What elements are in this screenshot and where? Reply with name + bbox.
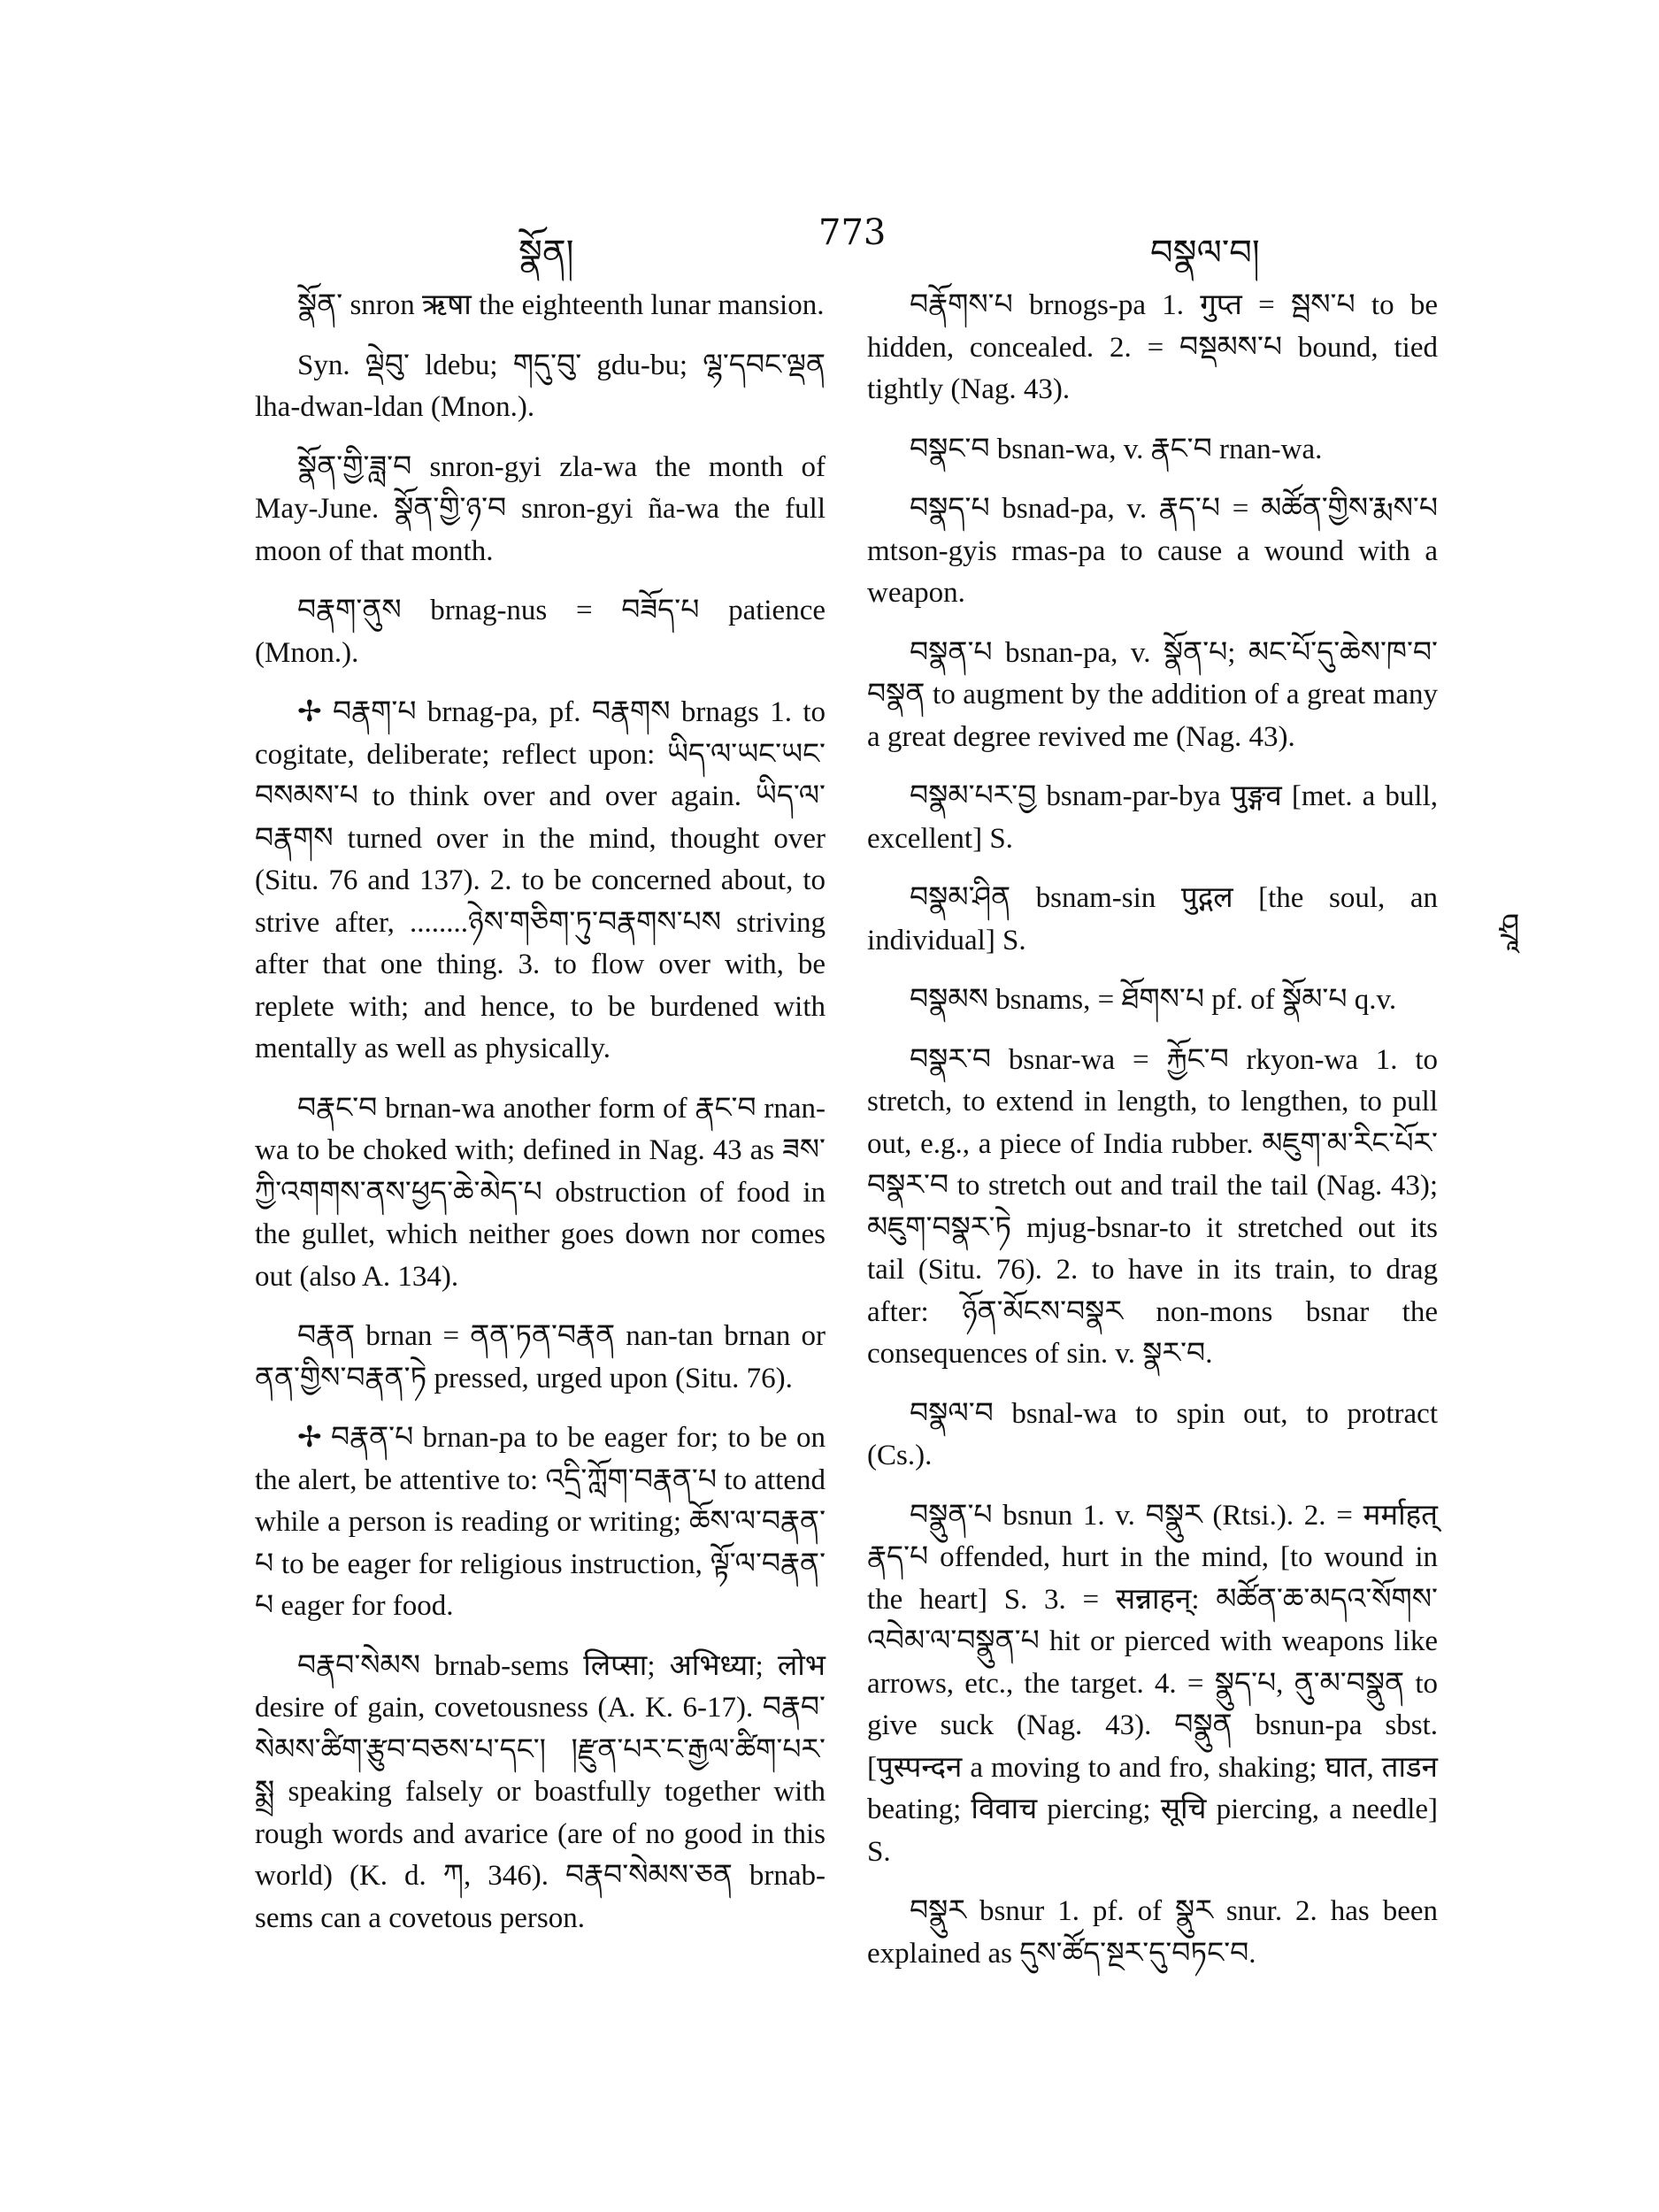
entry: བརྣན brnan = ནན་ཏན་བརྣན nan-tan brnan or ནན་གྱིས་བརྣན་ཏེ pressed, urged upon (Situ. 76).: [255, 1320, 826, 1394]
entry: བསྣར་བ bsnar-wa = རྐྱོང་བ rkyon-wa 1. to stretch, to extend in length, to lengthen, to pull out, e.g., a piece of India rubber. མཇུག་མ་རིང་པོར་བསྣར་བ to stretch out and trail the tail (Nag. 43); མཇུག་བསྣར་ཏེ mjug-bsnar-to it stretched out its tail (Situ. 76). 2. to have in its train, to drag after: ཉོན་མོངས་བསྣར non-mons bsnar the consequences of sin. v. སྣར་བ.: [867, 1043, 1438, 1370]
entry: བསྣད་པ bsnad-pa, v. རྣད་པ = མཚོན་གྱིས་རྨས་པ mtson-gyis rmas-pa to cause a wound with a weapon.: [867, 493, 1438, 609]
entry: བསྣང་བ bsnan-wa, v. རྣང་བ rnan-wa.: [910, 433, 1323, 465]
entry: བརྣག་ནུས brnag-nus = བཟོད་པ patience (Mnon.).: [255, 595, 826, 669]
page-number: 773: [818, 212, 887, 253]
entry: ✢ བརྣན་པ brnan-pa to be eager for; to be on the alert, be attentive to: འདྲི་ཀློག་བརྣན་པ to attend while a person is reading or writing; ཆོས་ལ་བརྣན་པ to be eager for religious instruction, ལྟོ་ལ་བརྣན་པ eager for food.: [255, 1422, 826, 1622]
right-column: [867, 285, 1438, 1993]
entry: བརྣབ་སེམས brnab-sems लिप्सा; अभिध्या; लोभ desire of gain, covetousness (A. K. 6-17). བརྣབ་སེམས་ཚིག་རྩུབ་བཅས་པ་དང་། །རྫུན་པར་ང་རྒྱལ་ཚིག་པར་སྨྲ speaking falsely or boastfully together with rough words and avarice (are of no good in this world) (K. d. ཀ, 346). བརྣབ་སེམས་ཅན brnab-sems can a covetous person.: [255, 1649, 826, 1934]
entry: ✢ བརྣག་པ brnag-pa, pf. བརྣགས brnags 1. to cogitate, deliberate; reflect upon: ཡིད་ལ་ཡང་ཡང་བསམས་པ to think over and over again. ཡིད་ལ་བརྣགས turned over in the mind, thought over (Situ. 76 and 137). 2. to be concerned about, to strive after, ........ཉེས་གཅིག་ཏུ་བརྣགས་པས striving after that one thing. 3. to flow over with, be replete with; and hence, to be burdened with mentally as well as physically.: [255, 696, 826, 1064]
entry: བསྣམ་ཤིན bsnam-sin पुद्गल [the soul, an individual] S.: [867, 882, 1438, 956]
entry: བསྣལ་བ bsnal-wa to spin out, to protract (Cs.).: [867, 1397, 1438, 1471]
entry: བརྣོགས་པ brnogs-pa 1. गुप्त = སྦས་པ to be hidden, concealed. 2. = བསྡམས་པ bound, tied tightly (Nag. 43).: [867, 289, 1438, 405]
entry: བསྣུར bsnur 1. pf. of སྣུར snur. 2. has been explained as དུས་ཚོད་སྔར་དུ་བཏང་བ.: [867, 1895, 1438, 1970]
header-left-headword: སྣོན།: [518, 233, 574, 273]
entry: Syn. ལྡེབུ་ ldebu; གདུ་བུ་ gdu-bu; ལྷ་དབང་ལྡན lha-dwan-ldan (Mnon.).: [255, 349, 826, 423]
header-right-headword: བསྣལ་བ།: [1150, 233, 1260, 273]
entry: བརྣང་བ brnan-wa another form of རྣང་བ rnan-wa to be choked with; defined in Nag. 43 as ཟས་ཀྱི་འགགས་ནས་ཕྱད་ཆེ་མེད་པ obstruction of food in the gullet, which neither goes down nor comes out (also A. 134).: [255, 1092, 826, 1293]
entry: སྣོན་གྱི་ཟླ་བ snron-gyi zla-wa the month of May-June. སྣོན་གྱི་ཉ་བ snron-gyi ña-wa the full moon of that month.: [255, 450, 826, 567]
entry: བསྣུན་པ bsnun 1. v. བསྣུར (Rtsi.). 2. = मर्माहत् རྣད་པ offended, hurt in the mind, [to wound in the heart] S. 3. = सन्नाहन्: མཚོན་ཆ་མདའ་སོགས་འབེམ་ལ་བསྣུན་པ hit or pierced with weapons like arrows, etc., the target. 4. = སྣུད་པ, ནུ་མ་བསྣུན to give suck (Nag. 43). བསྣུན bsnun-pa sbst. [पुस्पन्दन a moving to and fro, shaking; घात, ताडन beating; विवाच piercing; सूचि piercing, a needle] S.: [867, 1499, 1438, 1868]
left-column: [255, 285, 826, 1957]
margin-thumb-tab: ཤྲཱ: [1499, 908, 1520, 944]
entry: བསྣམས bsnams, = ཐོགས་པ pf. of སྣོམ་པ q.v.: [910, 984, 1397, 1016]
entry: བསྣམ་པར་བྱ bsnam-par-bya पुङ्गव [met. a bull, excellent] S.: [867, 780, 1438, 855]
entry: སྣོན་ snron ऋषा the eighteenth lunar mansion.: [297, 289, 825, 321]
page-header: [0, 212, 1659, 273]
entry: བསྣན་པ bsnan-pa, v. སྣོན་པ; མང་པོ་དུ་ཆེས་ཁ་བ་བསྣན to augment by the addition of a great many a great degree revived me (Nag. 43).: [867, 636, 1439, 753]
